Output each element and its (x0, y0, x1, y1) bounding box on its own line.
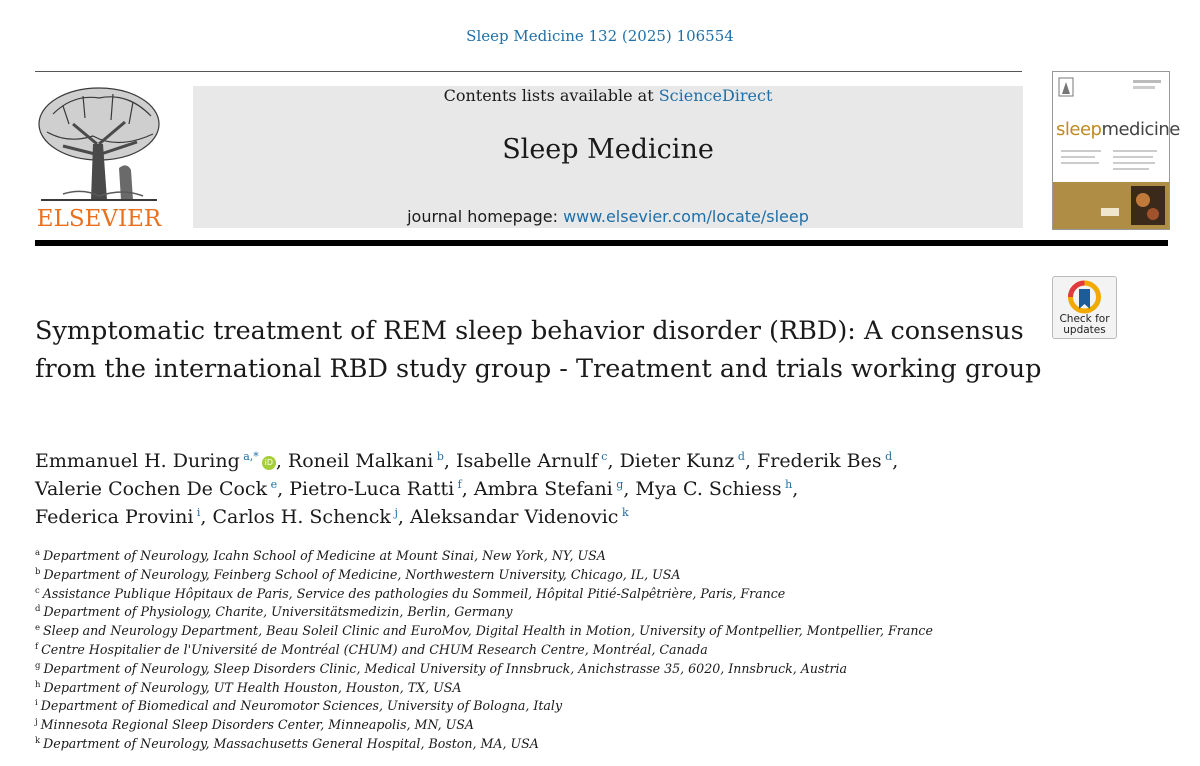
author[interactable] (35, 506, 200, 528)
affiliation-text: Department of Neurology, Massachusetts General Hospital, Boston, MA, USA (43, 735, 539, 751)
author[interactable] (757, 450, 892, 472)
author-affiliation-marker[interactable]: g (612, 478, 624, 491)
affiliation-text: Sleep and Neurology Department, Beau Soleil Clinic and EuroMov, Digital Health in Motion, University of Montpellier, Montpellier, France (43, 623, 933, 639)
author[interactable] (289, 478, 462, 500)
affiliation-item (35, 641, 1165, 660)
header-rule (35, 71, 1022, 72)
affiliation-item (35, 660, 1165, 679)
author-name[interactable]: Frederik Bes (757, 450, 882, 472)
affiliation-item (35, 566, 1165, 585)
author-name[interactable]: Isabelle Arnulf (455, 450, 598, 472)
affiliation-marker: k (35, 735, 41, 746)
affiliation-marker: i (35, 698, 38, 709)
affiliation-text: Department of Neurology, Icahn School of Medicine at Mount Sinai, New York, NY, USA (43, 548, 606, 563)
elsevier-logo (33, 84, 165, 232)
author-name[interactable]: Roneil Malkani (287, 450, 434, 472)
author-name[interactable]: Aleksandar Videnovic (409, 506, 619, 528)
check-updates-icon (1053, 279, 1116, 317)
author[interactable] (410, 506, 629, 528)
author-affiliation-marker[interactable]: f (454, 478, 462, 491)
author[interactable] (35, 478, 277, 500)
author-affiliation-marker[interactable]: e (267, 478, 278, 491)
journal-banner (193, 86, 1023, 228)
article-title: Symptomatic treatment of REM sleep behavior disorder (RBD): A consensus from the international RBD study group - Treatment and trials working group (35, 316, 1042, 384)
author[interactable] (456, 450, 608, 472)
journal-cover-thumbnail[interactable] (1052, 71, 1180, 230)
check-for-updates-badge[interactable] (1052, 276, 1117, 339)
orcid-icon[interactable]: iD (262, 456, 276, 470)
affiliation-text: Assistance Publique Hôpitaux de Paris, Service des pathologies du Sommeil, Hôpital Pitié-Salpêtrière, Paris, France (42, 585, 786, 601)
affiliation-text: Minnesota Regional Sleep Disorders Center, Minneapolis, MN, USA (40, 717, 475, 733)
homepage-line (193, 207, 1023, 226)
affiliation-item (35, 735, 1165, 754)
affiliation-item (35, 622, 1165, 641)
affiliation-marker: c (35, 585, 40, 596)
contents-line (193, 86, 1023, 106)
affiliation-text: Department of Neurology, UT Health Houston, Houston, TX, USA (43, 679, 462, 695)
affiliation-item (35, 585, 1165, 604)
author-name[interactable]: Mya C. Schiess (635, 478, 782, 500)
affiliation-item (35, 697, 1165, 716)
tree-icon (33, 84, 165, 232)
author[interactable] (620, 450, 745, 472)
author-affiliation-marker[interactable]: h (781, 478, 793, 491)
affiliation-marker: d (35, 604, 41, 615)
author-affiliation-marker[interactable]: k (618, 506, 629, 519)
author-affiliation-marker[interactable]: d (734, 450, 745, 463)
author[interactable] (35, 450, 276, 472)
affiliation-item (35, 603, 1165, 622)
affiliation-marker: j (35, 717, 38, 728)
publisher-name: ELSEVIER (36, 206, 162, 232)
affiliation-marker: e (35, 623, 41, 634)
author[interactable] (213, 506, 398, 528)
cover-header-graphic (1053, 72, 1169, 112)
homepage-link[interactable]: www.elsevier.com/locate/sleep (563, 207, 809, 226)
author[interactable] (474, 478, 623, 500)
affiliation-marker: g (35, 660, 41, 671)
author-affiliation-marker[interactable]: j (390, 506, 398, 519)
author[interactable] (288, 450, 444, 472)
author-name[interactable]: Federica Provini (35, 506, 194, 528)
header-thick-rule (35, 240, 1168, 246)
author[interactable] (635, 478, 792, 500)
author-name[interactable]: Dieter Kunz (619, 450, 735, 472)
affiliation-marker: a (35, 548, 41, 558)
check-updates-label: Check for updates (1059, 313, 1110, 336)
author-affiliation-marker[interactable]: b (433, 450, 444, 463)
author-name[interactable]: Emmanuel H. During (35, 450, 240, 472)
affiliation-item (35, 716, 1165, 735)
author-affiliation-marker[interactable]: i (193, 506, 201, 519)
affiliation-list (35, 547, 1165, 754)
journal-title[interactable]: Sleep Medicine (502, 134, 714, 165)
homepage-prefix: journal homepage: (407, 207, 564, 226)
affiliation-item (35, 679, 1165, 698)
author-list: Emmanuel H. During $^{a,*}$ iD , Roneil Malkani $^b$, Isabelle Arnulf $^c$, Dieter Kunz $^d$, Frederik Bes $^d$, Valerie Cochen De Cock $^e$, Pietro-Luca Ratti $^f$, Ambra Stefani $^g$, Mya C. Schiess $^h$, Federica Provini $^i$, Carlos H. Schenck $^j$, Aleksandar Videnovic $^k$ (35, 450, 899, 528)
author-name[interactable]: Valerie Cochen De Cock (35, 478, 268, 500)
sciencedirect-link[interactable]: ScienceDirect (658, 86, 773, 105)
affiliation-marker: h (35, 679, 41, 690)
affiliation-text: Department of Neurology, Sleep Disorders Clinic, Medical University of Innsbruck, Anichstrasse 35, 6020, Innsbruck, Austria (43, 660, 848, 676)
affiliation-text: Department of Neurology, Feinberg School of Medicine, Northwestern University, Chicago, IL, USA (43, 566, 681, 582)
affiliation-item (35, 547, 1165, 566)
author-affiliation-marker[interactable]: c (597, 450, 608, 463)
journal-citation[interactable]: Sleep Medicine 132 (2025) 106554 (466, 27, 734, 45)
author-affiliation-marker[interactable]: a,* (239, 450, 259, 463)
author-affiliation-marker[interactable]: d (881, 450, 893, 463)
author-name[interactable]: Pietro-Luca Ratti (289, 478, 455, 500)
author-name[interactable]: Ambra Stefani (473, 478, 613, 500)
affiliation-text: Department of Physiology, Charite, Universitätsmedizin, Berlin, Germany (43, 604, 513, 620)
affiliation-text: Department of Biomedical and Neuromotor Sciences, University of Bologna, Italy (40, 698, 563, 714)
cover-band (1053, 182, 1169, 229)
affiliation-marker: f (35, 641, 39, 652)
affiliation-marker: b (35, 566, 41, 577)
author-name[interactable]: Carlos H. Schenck (212, 506, 391, 528)
contents-prefix: Contents lists available at (443, 86, 659, 105)
affiliation-text: Centre Hospitalier de l'Université de Montréal (CHUM) and CHUM Research Centre, Montréal, Canada (41, 641, 708, 657)
cover-band-graphic (1053, 182, 1169, 229)
cover-title: sleepmedicine (1056, 119, 1180, 140)
